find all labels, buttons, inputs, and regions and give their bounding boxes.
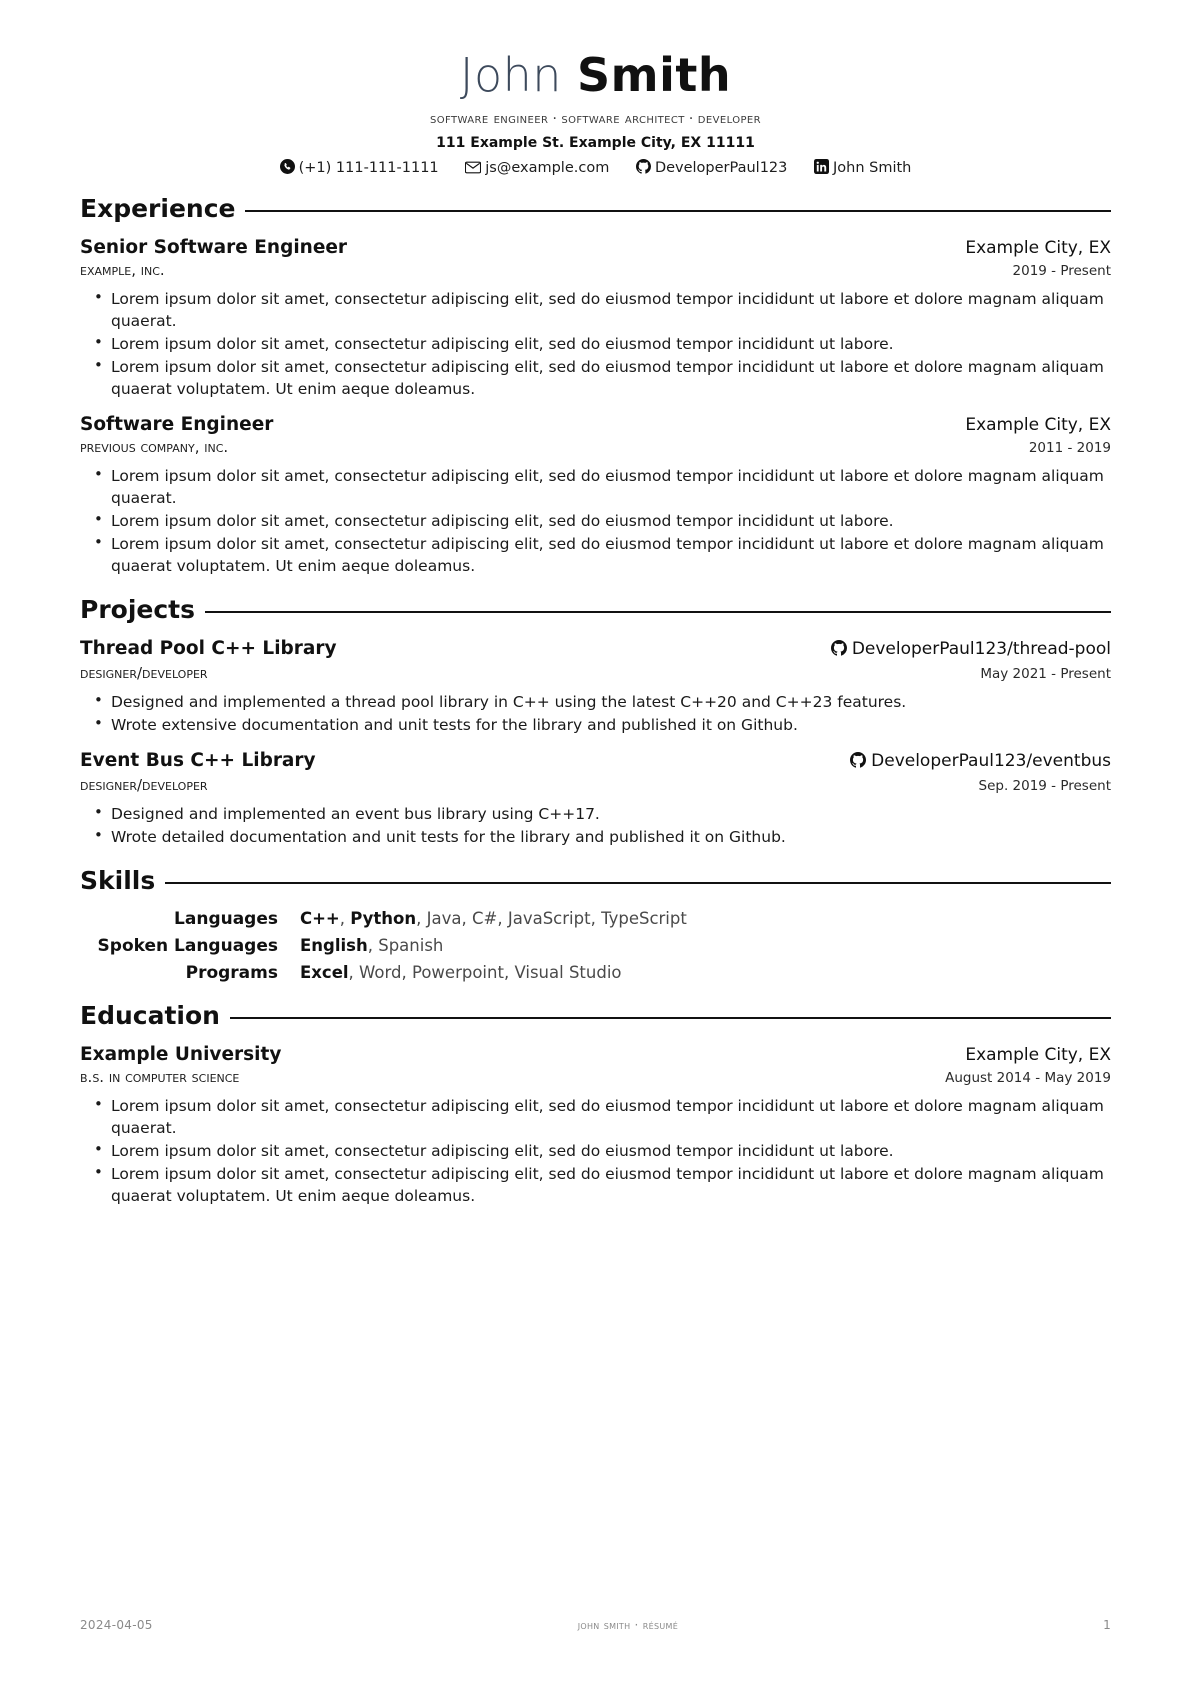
skill-item: Java	[426, 908, 462, 928]
page-title	[80, 50, 1111, 101]
entry-title: Senior Software Engineer	[80, 236, 348, 258]
entry-dates: Sep. 2019 - Present	[978, 777, 1111, 794]
envelope-icon	[465, 161, 481, 174]
entry-repo[interactable]	[831, 639, 1111, 661]
list-item: • Designed and implemented an event bus library using C++17.	[94, 803, 1111, 825]
section-title: Skills	[80, 865, 156, 895]
github-icon	[850, 752, 866, 773]
entry-title: Thread Pool C++ Library	[80, 637, 337, 659]
entry-title-row	[80, 638, 1111, 661]
entry-organization: designer/developer	[80, 663, 208, 682]
skill-item: English	[300, 935, 368, 955]
entry-title: Example University	[80, 1043, 282, 1065]
section-title: Projects	[80, 594, 196, 624]
repo-text: DeveloperPaul123/thread-pool	[851, 638, 1111, 659]
list-item: • Wrote detailed documentation and unit tests for the library and published it on Github.	[94, 826, 1111, 848]
page-footer	[80, 1618, 1111, 1632]
entry-title-row	[80, 750, 1111, 773]
section-divider	[165, 882, 1111, 884]
entry-dates: 2011 - 2019	[1028, 439, 1111, 456]
skill-item: JavaScript	[507, 908, 591, 928]
contact-github[interactable]	[636, 159, 787, 176]
list-item: • Lorem ipsum dolor sit amet, consectetur adipiscing elit, sed do eiusmod tempor incididunt ut labore.	[94, 510, 1111, 532]
entry-subtitle-row	[80, 1068, 1111, 1086]
experience-entry	[80, 237, 1111, 400]
linkedin-text: John Smith	[833, 159, 912, 176]
list-item: • Lorem ipsum dolor sit amet, consectetur adipiscing elit, sed do eiusmod tempor incididunt ut labore et dolore magnam aliquam quaerat.	[94, 465, 1111, 509]
list-item: • Lorem ipsum dolor sit amet, consectetur adipiscing elit, sed do eiusmod tempor incididunt ut labore et dolore magnam aliquam quaerat voluptatem. Ut enim aeque doleamus.	[94, 356, 1111, 400]
skill-item: Powerpoint	[411, 962, 504, 982]
github-icon	[636, 159, 651, 174]
entry-bullet-list	[80, 288, 1111, 400]
entry-title: Software Engineer	[80, 413, 274, 435]
experience-entry	[80, 414, 1111, 577]
title-2: software architect	[561, 110, 685, 127]
section-divider	[230, 1017, 1111, 1019]
section-header-skills	[80, 866, 1111, 895]
entry-subtitle-row	[80, 261, 1111, 279]
list-item: • Wrote extensive documentation and unit tests for the library and published it on Github.	[94, 714, 1111, 736]
footer-center-label: john smith · résumé	[577, 1618, 679, 1632]
entry-subtitle-row	[80, 664, 1111, 682]
entry-title-row	[80, 414, 1111, 435]
footer-date: 2024-04-05	[80, 1618, 153, 1632]
project-entry	[80, 750, 1111, 848]
contact-linkedin[interactable]	[814, 159, 911, 176]
entry-repo[interactable]	[850, 751, 1111, 773]
section-title: Experience	[80, 193, 236, 223]
title-separator-1: ·	[552, 110, 558, 127]
entry-dates: 2019 - Present	[1012, 262, 1111, 279]
skill-item: Word	[359, 962, 402, 982]
entry-bullet-list	[80, 1095, 1111, 1207]
github-text: DeveloperPaul123	[654, 159, 788, 176]
list-item: • Lorem ipsum dolor sit amet, consectetur adipiscing elit, sed do eiusmod tempor incididunt ut labore.	[94, 1140, 1111, 1162]
last-name: Smith	[577, 48, 732, 102]
skill-label: Languages	[174, 908, 278, 929]
section-divider	[205, 611, 1111, 613]
title-separator-2: ·	[688, 110, 694, 127]
linkedin-icon	[814, 159, 829, 174]
address-line: 111 Example St. Example City, EX 11111	[436, 134, 755, 151]
phone-text: (+1) 111-111-1111	[298, 159, 439, 176]
skill-label: Spoken Languages	[97, 935, 278, 956]
skill-values: Excel, Word, Powerpoint, Visual Studio	[300, 962, 622, 982]
list-item: • Lorem ipsum dolor sit amet, consectetur adipiscing elit, sed do eiusmod tempor incididunt ut labore et dolore magnam aliquam quaerat voluptatem. Ut enim aeque doleamus.	[94, 1163, 1111, 1207]
contact-email[interactable]	[465, 160, 609, 176]
skill-row	[80, 936, 1111, 956]
entry-bullet-list	[80, 691, 1111, 736]
repo-text: DeveloperPaul123/eventbus	[871, 750, 1111, 771]
section-education	[80, 1001, 1111, 1207]
skill-label: Programs	[185, 962, 278, 983]
skill-item: Spanish	[378, 935, 444, 955]
professional-titles	[80, 111, 1111, 127]
section-header-projects	[80, 595, 1111, 624]
skill-item: Visual Studio	[514, 962, 622, 982]
entry-location: Example City, EX	[965, 237, 1111, 258]
skill-row	[80, 909, 1111, 929]
contact-row	[80, 159, 1111, 176]
skill-item: C#	[472, 908, 498, 928]
contact-phone[interactable]	[280, 159, 439, 176]
education-entry	[80, 1044, 1111, 1207]
github-icon	[831, 640, 847, 661]
skills-table	[80, 909, 1111, 983]
title-3: developer	[697, 110, 761, 127]
section-header-experience	[80, 194, 1111, 223]
entry-organization: example, inc.	[80, 260, 165, 279]
skill-values: C++, Python, Java, C#, JavaScript, TypeScript	[300, 908, 687, 928]
list-item: • Lorem ipsum dolor sit amet, consectetur adipiscing elit, sed do eiusmod tempor incididunt ut labore et dolore magnam aliquam quaerat.	[94, 288, 1111, 332]
title-1: software engineer	[430, 110, 549, 127]
entry-organization: designer/developer	[80, 775, 208, 794]
entry-location: Example City, EX	[965, 414, 1111, 435]
skill-item: TypeScript	[601, 908, 687, 928]
section-header-education	[80, 1001, 1111, 1030]
entry-title-row	[80, 237, 1111, 258]
entry-subtitle-row	[80, 438, 1111, 456]
section-divider	[245, 210, 1111, 212]
entry-dates: May 2021 - Present	[980, 665, 1111, 682]
list-item: • Designed and implemented a thread pool library in C++ using the latest C++20 and C++23 features.	[94, 691, 1111, 713]
skill-row	[80, 963, 1111, 983]
skill-item: Python	[350, 908, 417, 928]
skill-values: English, Spanish	[300, 935, 444, 955]
list-item: • Lorem ipsum dolor sit amet, consectetur adipiscing elit, sed do eiusmod tempor incididunt ut labore et dolore magnam aliquam quaerat voluptatem. Ut enim aeque doleamus.	[94, 533, 1111, 577]
entry-subtitle-row	[80, 776, 1111, 794]
footer-page-number: 1	[1103, 1618, 1111, 1632]
section-skills	[80, 866, 1111, 983]
section-experience	[80, 194, 1111, 577]
entry-organization: previous company, inc.	[80, 437, 229, 456]
list-item: • Lorem ipsum dolor sit amet, consectetur adipiscing elit, sed do eiusmod tempor incididunt ut labore.	[94, 333, 1111, 355]
list-item: • Lorem ipsum dolor sit amet, consectetur adipiscing elit, sed do eiusmod tempor incididunt ut labore et dolore magnam aliquam quaerat.	[94, 1095, 1111, 1139]
email-text: js@example.com	[485, 159, 610, 176]
entry-degree: b.s. in computer science	[80, 1067, 240, 1086]
phone-icon	[280, 159, 295, 174]
entry-title-row	[80, 1044, 1111, 1065]
section-projects	[80, 595, 1111, 848]
first-name: John	[459, 48, 562, 102]
entry-bullet-list	[80, 465, 1111, 577]
entry-bullet-list	[80, 803, 1111, 848]
skill-item: Excel	[300, 962, 349, 982]
entry-title: Event Bus C++ Library	[80, 749, 316, 771]
project-entry	[80, 638, 1111, 736]
skill-item: C++	[300, 908, 340, 928]
section-title: Education	[80, 1000, 220, 1030]
entry-location: Example City, EX	[965, 1044, 1111, 1065]
entry-dates: August 2014 - May 2019	[945, 1069, 1111, 1086]
